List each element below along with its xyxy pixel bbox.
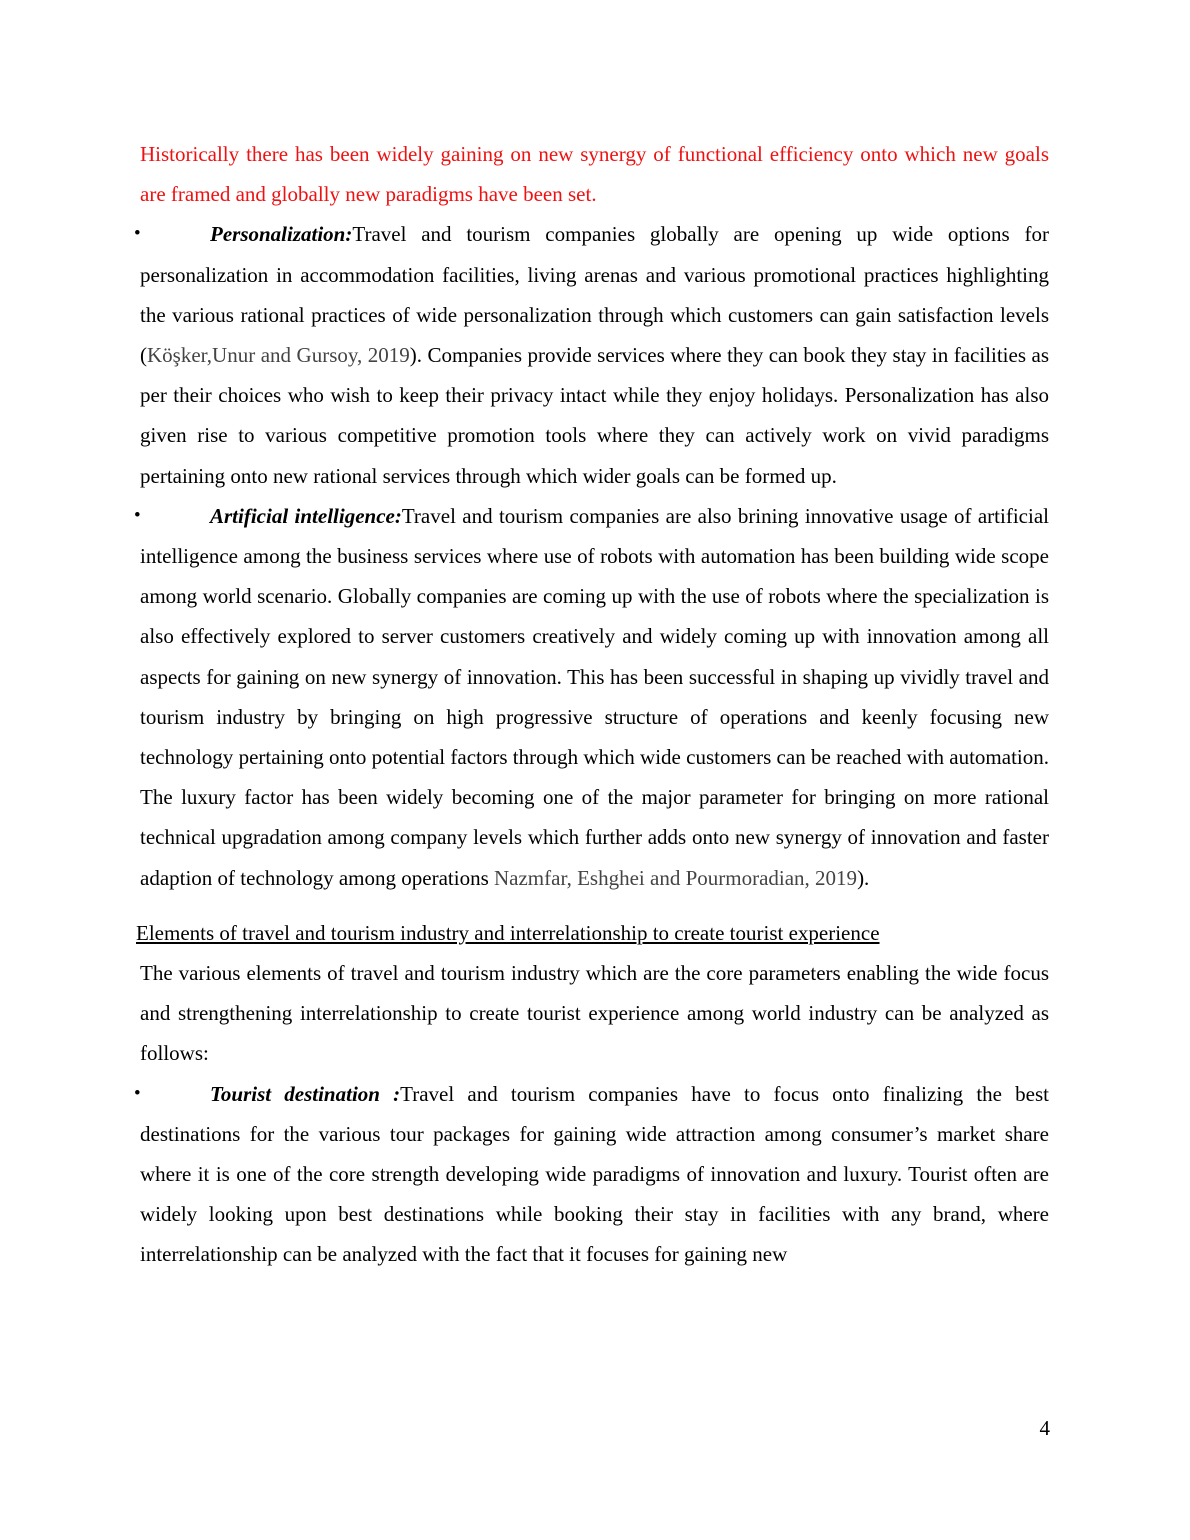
intro-paragraph: Historically there has been widely gaining on new synergy of functional efficiency onto which new goals are framed and globally new paradigms have been set. (140, 142, 1049, 207)
page-number: 4 (1039, 1416, 1050, 1440)
section-heading: Elements of travel and tourism industry and interrelationship to create tourist experience (136, 920, 880, 945)
term-artificial-intelligence: Artificial intelligence: (210, 503, 402, 528)
personalization-body-cont: ). Companies provide services where they can book they stay in facilities as per their choices who wish to keep their privacy intact while they enjoy holidays. Personalization has also given rise to various competitive promotion tools where they can actively work on vivid paradigms pertaining onto new rational services through which wider goals can be formed up. (140, 343, 1049, 488)
personalization-body: Travel and tourism companies globally are opening up wide options for personalization in accommodation facilities, living arenas and various promotional practices highlighting the various rational practices of wide personalization through which customers can gain satisfaction levels ( (140, 222, 1049, 368)
section-paragraph: The various elements of travel and tourism industry which are the core parameters enabling the wide focus and strengthening interrelationship to create tourist experience among world industry can be analyzed as follows: (140, 961, 1049, 1066)
bullet-personalization-text (140, 214, 1049, 495)
bullet-personalization (134, 214, 1049, 495)
term-personalization: Personalization: (210, 222, 353, 247)
bullet-dot-icon: • (134, 504, 141, 526)
citation-nazmfar: Nazmfar, Eshghei and Pourmoradian, 2019 (494, 865, 858, 890)
bullet-dot-icon: • (134, 223, 141, 245)
page-body (134, 134, 1050, 1275)
bullet-tourist-destination (134, 1074, 1050, 1275)
bullet-ai-text (140, 496, 1049, 898)
citation-kosker: Köşker,Unur and Gursoy, 2019 (147, 343, 410, 368)
bullet-tourist-destination-text (140, 1074, 1049, 1275)
ai-body: Travel and tourism companies are also brining innovative usage of artificial intelligence among the business services where use of robots with automation has been building wide scope among world scenario. Globally companies are coming up with the use of robots where the specialization is also effectively explored to server customers creatively and widely coming up with innovation among all aspects for gaining on new synergy of innovation. This has been successful in shaping up vividly travel and tourism industry by bringing on high progressive structure of operations and keenly focusing new technology pertaining onto potential factors through which wide customers can be reached with automation. The luxury factor has been widely becoming one of the major parameter for bringing on more rational technical upgradation among company levels which further adds onto new synergy of innovation and faster adaption of technology among operations (140, 503, 1049, 890)
term-tourist-destination: Tourist destination : (210, 1081, 401, 1106)
ai-body-cont: ). (857, 865, 870, 890)
tourist-destination-body: Travel and tourism companies have to focus onto finalizing the best destinations for the various tour packages for gaining wide attraction among consumer’s market share where it is one of the core strength developing wide paradigms of innovation and luxury. Tourist often are widely looking upon best destinations while booking their stay in facilities with any brand, where interrelationship can be analyzed with the fact that it focuses for gaining new (140, 1081, 1050, 1267)
bullet-artificial-intelligence (134, 496, 1049, 898)
bullet-dot-icon: • (134, 1082, 141, 1104)
